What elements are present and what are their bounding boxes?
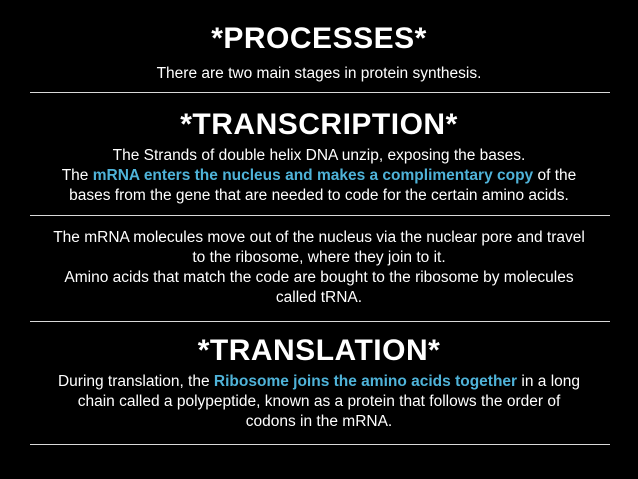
transcription-line-2-post: of the bbox=[533, 167, 577, 184]
transcription-text bbox=[14, 146, 624, 206]
transcription-line-2 bbox=[14, 166, 624, 186]
transcription-highlight: mRNA enters the nucleus and makes a complimentary copy bbox=[92, 167, 534, 184]
transcription-line-3: bases from the gene that are needed to code for the certain amino acids. bbox=[69, 187, 569, 204]
divider-2 bbox=[30, 215, 610, 216]
transcription-title: *TRANSCRIPTION* bbox=[180, 108, 458, 141]
translation-title: *TRANSLATION* bbox=[197, 334, 441, 367]
translation-line-2: chain called a polypeptide, known as a protein that follows the order of bbox=[77, 393, 561, 410]
divider-1 bbox=[30, 92, 610, 93]
divider-4 bbox=[30, 444, 610, 445]
translation-line-1-post: in a long bbox=[517, 373, 581, 390]
movement-line-2: to the ribosome, where they join to it. bbox=[192, 249, 446, 266]
movement-line-1: The mRNA molecules move out of the nucleus via the nuclear pore and travel bbox=[53, 229, 585, 246]
translation-text bbox=[14, 372, 624, 432]
translation-highlight: Ribosome joins the amino acids together bbox=[213, 373, 518, 390]
translation-line-3: codons in the mRNA. bbox=[245, 413, 393, 430]
translation-line-1-pre: During translation, the bbox=[57, 373, 214, 390]
movement-text bbox=[14, 228, 624, 308]
processes-title: *PROCESSES* bbox=[211, 22, 427, 55]
movement-line-3: Amino acids that match the code are bought to the ribosome by molecules bbox=[64, 269, 574, 286]
translation-line-1 bbox=[14, 372, 624, 392]
transcription-line-2-pre: The bbox=[61, 167, 93, 184]
movement-line-4: called tRNA. bbox=[275, 289, 363, 306]
divider-3 bbox=[30, 321, 610, 322]
transcription-line-1: The Strands of double helix DNA unzip, exposing the bases. bbox=[112, 147, 526, 164]
processes-text: There are two main stages in protein synthesis. bbox=[156, 65, 482, 82]
